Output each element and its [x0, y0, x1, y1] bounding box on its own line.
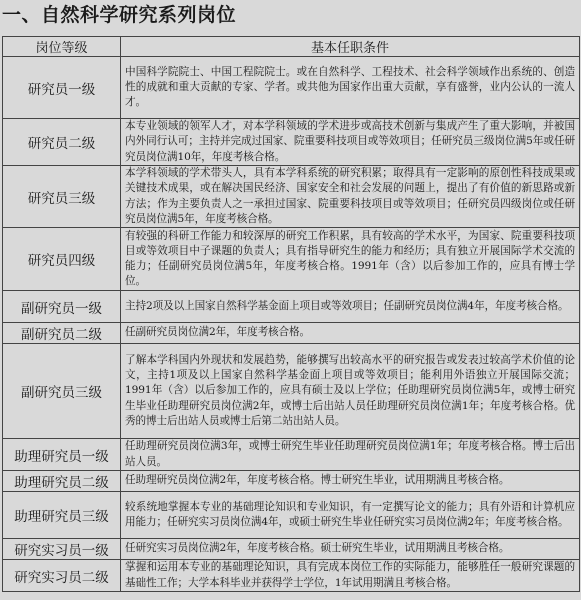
condition-cell: 主持2项及以上国家自然科学基金面上项目或等效项目；任副研究员岗位满4年，年度考核合格。 — [121, 291, 580, 323]
grade-cell: 助理研究员一级 — [3, 439, 121, 471]
condition-cell: 本学科领域的学术带头人，具有本学科系统的研究积累；取得具有一定影响的原创性科技成果或关键技术成果，或在解决国民经济、国家安全和社会发展的问题上，提出了有价值的新思路或新方法；作为主要负责人之一承担过国家、院重要科技项目或等效项目；任研究员四级岗位或任研究员岗位满5年，年度考核合格。 — [121, 166, 580, 228]
condition-cell: 任助理研究员岗位满3年，或博士研究生毕业任助理研究员岗位满1年；年度考核合格。博士后出站人员。 — [121, 439, 580, 471]
condition-cell: 任副研究员岗位满2年，年度考核合格。 — [121, 323, 580, 344]
table-row — [3, 439, 580, 471]
table-row — [3, 228, 580, 291]
grade-cell: 副研究员三级 — [3, 344, 121, 439]
column-header-grade: 岗位等级 — [3, 37, 121, 57]
condition-cell: 本专业领域的领军人才，对本学科领域的学术进步或高技术创新与集成产生了重大影响，并被国内外同行认可；主持并完成过国家、院重要科技项目或等效项目；任研究员三级岗位满5年或任研究员岗位满10年，年度考核合格。 — [121, 119, 580, 166]
grade-cell: 助理研究员二级 — [3, 471, 121, 492]
table-header-row — [3, 37, 580, 57]
table-row — [3, 291, 580, 323]
grade-cell: 研究员二级 — [3, 119, 121, 166]
condition-cell: 了解本学科国内外现状和发展趋势，能够撰写出较高水平的研究报告或发表过较高学术价值的论文，主持1项及以上国家自然科学基金面上项目或等效项目；能利用外语独立开展国际交流；1991年（含）以后参加工作的，应具有硕士及以上学位；任助理研究员岗位满5年，或博士研究生毕业任助理研究员岗位满2年，或博士后出站人员任助理研究员岗位满1年；年度考核合格。优秀的博士后出站人员或博士后第二站出站人员。 — [121, 344, 580, 439]
condition-cell: 较系统地掌握本专业的基础理论知识和专业知识，有一定撰写论文的能力；具有外语和计算机应用能力；任研究实习员岗位满4年，或硕士研究生毕业任研究实习员岗位满2年；年度考核合格。 — [121, 492, 580, 539]
table-row — [3, 560, 580, 592]
grade-cell: 研究实习员二级 — [3, 560, 121, 592]
table-row — [3, 539, 580, 560]
table-row — [3, 471, 580, 492]
positions-table — [2, 36, 580, 592]
condition-cell: 任研究实习员岗位满2年，年度考核合格。硕士研究生毕业，试用期满且考核合格。 — [121, 539, 580, 560]
condition-cell: 掌握和运用本专业的基础理论知识，具有完成本岗位工作的实际能力，能够胜任一般研究课题的基础性工作；大学本科毕业并获得学士学位，1年试用期满且考核合格。 — [121, 560, 580, 592]
grade-cell: 助理研究员三级 — [3, 492, 121, 539]
table-row — [3, 166, 580, 228]
grade-cell: 研究实习员一级 — [3, 539, 121, 560]
table-row — [3, 119, 580, 166]
section-heading: 一、自然科学研究系列岗位 — [2, 0, 579, 37]
column-header-conditions: 基本任职条件 — [121, 37, 580, 57]
condition-cell: 任助理研究员岗位满2年，年度考核合格。博士研究生毕业，试用期满且考核合格。 — [121, 471, 580, 492]
table-row — [3, 323, 580, 344]
table-row — [3, 57, 580, 119]
grade-cell: 副研究员一级 — [3, 291, 121, 323]
grade-cell: 研究员三级 — [3, 166, 121, 228]
grade-cell: 研究员一级 — [3, 57, 121, 119]
condition-cell: 中国科学院院士、中国工程院院士。或在自然科学、工程技术、社会科学领域作出系统的、创造性的成就和重大贡献的专家、学者。或共他为国家作出重大贡献，享有盛誉，业内公认的一流人才。 — [121, 57, 580, 119]
condition-cell: 有较强的科研工作能力和较深厚的研究工作积累，具有较高的学术水平，为国家、院重要科技项目或等效项目中子课题的负责人；具有指导研究生的能力和经历；具有独立开展国际学术交流的能力；任副研究员岗位满5年，年度考核合格。1991年（含）以后参加工作的，应具有博士学位。 — [121, 228, 580, 291]
table-row — [3, 492, 580, 539]
grade-cell: 研究员四级 — [3, 228, 121, 291]
table-row — [3, 344, 580, 439]
grade-cell: 副研究员二级 — [3, 323, 121, 344]
